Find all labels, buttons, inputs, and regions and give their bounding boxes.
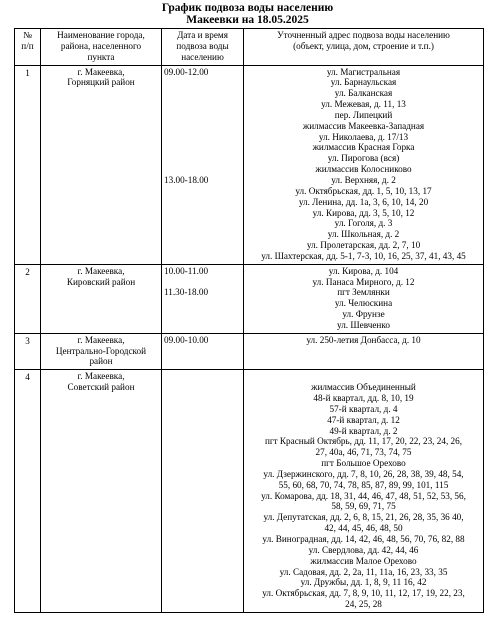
district-line: г. Макеевка, xyxy=(77,265,125,276)
district-line: район xyxy=(89,356,113,367)
district-line: г. Макеевка, xyxy=(77,371,125,382)
address-line: ул. 250-летия Донбасса, д. 10 xyxy=(306,334,421,345)
district-name xyxy=(41,264,162,333)
row-number: 2 xyxy=(15,264,41,333)
district-line: Кировский район xyxy=(66,276,136,287)
address-line: ул. Фрунзе xyxy=(342,309,385,320)
table-body xyxy=(15,65,484,612)
address-line: ул. Виноградная, дд. 14, 42, 46, 48, 56, 70, 76, 82, 88 xyxy=(262,533,465,544)
time-slot: 11.30-18.00 xyxy=(164,287,209,298)
address-line: жилмассив Малое Орехово xyxy=(310,555,417,566)
header-num: № п/п xyxy=(15,29,41,66)
delivery-time xyxy=(162,264,244,333)
address-line: 57-й квартал, д. 4 xyxy=(329,403,398,414)
title-line-2: Макеевки на 18.05.2025 xyxy=(186,14,309,26)
address-line: жилмассив Макеевка-Западная xyxy=(302,120,425,131)
address-line: ул. Свердлова, дд. 42, 44, 46 xyxy=(308,544,419,555)
delivery-time xyxy=(162,370,244,613)
address-line: пер. Липецкий xyxy=(334,109,393,120)
address-line: 47-й квартал, д. 12 xyxy=(327,414,400,425)
address-line: жилмассив Объединенный xyxy=(311,382,416,393)
address-line: ул. Комарова, дд. 18, 31, 44, 46, 47, 48, 51, 52, 53, 56, xyxy=(261,490,466,501)
address-line: ул. Шахтерская, дд. 5-1, 7-3, 10, 16, 25, 37, 41, 43, 45 xyxy=(261,250,466,261)
delivery-time xyxy=(162,65,244,264)
district-name xyxy=(41,65,162,264)
address-line: ул. Пирогова (вся) xyxy=(327,153,400,164)
header-time: Дата и время подвоза воды населению xyxy=(162,29,244,66)
address-line: жилмассив Колосниково xyxy=(315,164,412,175)
district-line: г. Макеевка, xyxy=(77,66,125,77)
delivery-time xyxy=(162,333,244,370)
address-line: пгт Красный Октябрь, дд. 11, 17, 20, 22, 23, 24, 26, xyxy=(264,436,463,447)
time-slot: 09.00-10.00 xyxy=(164,334,209,345)
header-area: Наименование города, района, населенного пункта xyxy=(41,29,162,66)
address-line: ул. Депутатская, дд. 2, 6, 8, 15, 21, 26, 28, 35, 36 40, xyxy=(263,512,464,523)
district-name xyxy=(41,370,162,613)
district-line: Центрально-Городской xyxy=(55,345,147,356)
address-line: 42, 44, 45, 46, 48, 50 xyxy=(324,523,403,534)
table-header-row xyxy=(15,29,484,66)
table-row xyxy=(15,370,484,613)
address-line: ул. Панаса Мирного, д. 12 xyxy=(312,276,415,287)
address-line: ул. Челюскина xyxy=(334,298,393,309)
address-line: ул. Барнаульская xyxy=(330,77,397,88)
address-line: 49-й квартал, д. 2 xyxy=(329,425,398,436)
address-line: ул. Школьная, д. 2 xyxy=(327,229,400,240)
address-line: ул. Верхняя, д. 2 xyxy=(331,174,396,185)
address-line: ул. Николаева, д. 17/13 xyxy=(318,131,409,142)
title-line-1: График подвоза воды населению xyxy=(161,2,334,14)
water-delivery-table xyxy=(14,28,484,613)
address-line: ул. Межевая, д. 11, 13 xyxy=(321,99,406,110)
address-line: ул. Балканская xyxy=(334,88,393,99)
address-list xyxy=(244,65,484,264)
address-line: 48-й квартал, дд. 8, 10, 19 xyxy=(313,393,414,403)
address-line: ул. Гоголя, д. 3 xyxy=(334,218,393,229)
table-row xyxy=(15,264,484,333)
address-line: 55, 60, 68, 70, 74, 78, 85, 87, 89, 99, 101, 115 xyxy=(278,479,449,490)
district-line: г. Макеевка, xyxy=(77,334,125,345)
address-line: ул. Садовая, дд. 2, 2а, 11, 11а, 16, 23, 33, 35 xyxy=(279,566,448,577)
address-line: пгт Большое Орехово xyxy=(321,458,406,469)
address-line: 24, 25, 28 xyxy=(345,599,382,610)
address-line: ул. Магистральная xyxy=(326,66,401,77)
district-name xyxy=(41,333,162,370)
page-title xyxy=(0,2,495,26)
address-line: ул. Дружбы, дд. 1, 8, 9, 11 16, 42 xyxy=(300,577,427,588)
address-line: пгт Землянки xyxy=(337,287,390,298)
row-number: 4 xyxy=(15,370,41,613)
address-line: жилмассив Красная Горка xyxy=(312,142,415,153)
address-line xyxy=(246,371,481,382)
address-line: ул. Кирова, дд. 3, 5, 10, 12 xyxy=(312,207,415,218)
time-slot: 09.00-12.00 xyxy=(164,66,209,77)
address-line: 27, 40а, 46, 71, 73, 74, 75 xyxy=(315,447,412,458)
address-list xyxy=(244,264,484,333)
address-line: 58, 59, 69, 71, 75 xyxy=(331,501,396,512)
row-number: 3 xyxy=(15,333,41,370)
time-slot: 13.00-18.00 xyxy=(164,175,209,186)
address-line: ул. Октябрьская, дд. 1, 5, 10, 13, 17 xyxy=(295,185,432,196)
address-line: ул. Кирова, д. 104 xyxy=(328,265,399,276)
address-line: ул. Шевченко xyxy=(337,319,390,330)
address-list xyxy=(244,333,484,370)
table-row xyxy=(15,333,484,370)
district-line: Горняцкий район xyxy=(67,77,135,88)
header-address: Уточненный адрес подвоза воды населению (объект, улица, дом, строение и т.п.) xyxy=(244,29,484,66)
district-line: Советский район xyxy=(67,382,135,393)
address-line: ул. Октябрьская, дд. 7, 8, 9, 10, 11, 12, 17, 19, 22, 23, xyxy=(262,588,465,599)
table-row xyxy=(15,65,484,264)
row-number: 1 xyxy=(15,65,41,264)
address-line: ул. Ленина, дд. 1а, 3, 6, 10, 14, 20 xyxy=(298,196,429,207)
address-line: ул. Пролетарская, дд. 2, 7, 10 xyxy=(306,240,421,251)
address-list xyxy=(244,370,484,613)
time-slot: 10.00-11.00 xyxy=(164,265,209,276)
address-line: ул. Дзержинского, дд. 7, 8, 10, 26, 28, 38, 39, 48, 54, xyxy=(263,468,464,479)
